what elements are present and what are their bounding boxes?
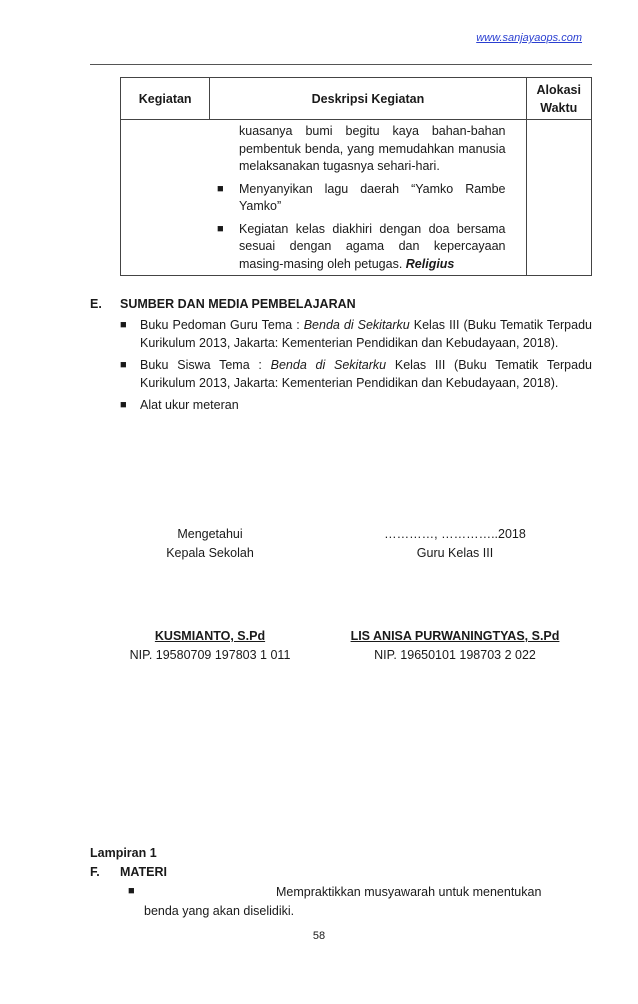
list-item [217, 181, 506, 216]
header-kegiatan: Kegiatan [121, 78, 210, 120]
sig-right-nip: NIP. 19650101 198703 2 022 [374, 648, 536, 662]
list-item [120, 397, 592, 415]
sig-right-line1: …………, …………..2018 [384, 527, 526, 541]
list-item [120, 317, 592, 352]
section-f-title: MATERI [120, 865, 167, 879]
signature-right-name-block [320, 627, 590, 665]
header-divider [90, 64, 592, 65]
section-e-list [120, 317, 592, 420]
square-bullet-icon: ■ [217, 182, 224, 195]
section-f-letter: F. [90, 865, 100, 879]
square-bullet-icon: ■ [217, 222, 224, 235]
header-alokasi-waktu [526, 78, 591, 120]
header-url-link[interactable]: www.sanjayaops.com [476, 32, 582, 44]
activity-table [120, 77, 592, 276]
appendix-label: Lampiran 1 [90, 846, 157, 860]
section-e-letter: E. [90, 297, 102, 311]
time-cell [526, 120, 591, 276]
item-text: Kelas III (Buku Tematik Terpadu Kurikulum 2013, Jakarta: Kementerian Pendidikan dan Kebudayaan, 2018). [140, 358, 592, 390]
page-number: 58 [312, 930, 326, 942]
item-text: Alat ukur meteran [140, 398, 239, 412]
list-item [217, 221, 506, 274]
header-deskripsi: Deskripsi Kegiatan [210, 78, 526, 120]
sig-left-line2: Kepala Sekolah [166, 546, 254, 560]
square-bullet-icon: ■ [120, 399, 127, 411]
sig-left-nip: NIP. 19580709 197803 1 011 [129, 648, 291, 662]
item-text: Kegiatan kelas diakhiri dengan doa bersama sesuai dengan agama dan kepercayaan masing-masing oleh petugas. [239, 221, 506, 271]
description-cell [121, 120, 527, 276]
sig-right-name: LIS ANISA PURWANINGTYAS, S.Pd [350, 629, 560, 643]
item-text: Buku Siswa Tema : [140, 358, 271, 372]
section-e-title: SUMBER DAN MEDIA PEMBELAJARAN [120, 297, 356, 311]
item-text: Buku Pedoman Guru Tema : [140, 318, 304, 332]
signature-left-name-block [90, 627, 330, 665]
item-text: Menyanyikan lagu daerah “Yamko Rambe Yamko” [239, 181, 506, 213]
table-header-row [121, 78, 592, 120]
sig-right-line2: Guru Kelas III [416, 546, 494, 560]
square-bullet-icon: ■ [120, 319, 127, 331]
square-bullet-icon: ■ [120, 359, 127, 371]
continuation-text: kuasanya bumi begitu kaya bahan-bahan pembentuk benda, yang memudahkan manusia melaksanakan tugasnya sehari-hari. [239, 124, 506, 173]
materi-item-line2: benda yang akan diselidiki. [144, 904, 295, 918]
list-item [120, 357, 592, 392]
table-row [121, 120, 592, 276]
religius-label: Religius [405, 256, 455, 271]
sig-left-line1: Mengetahui [177, 527, 243, 541]
signature-right [320, 525, 590, 563]
square-bullet-icon: ■ [128, 885, 135, 897]
sig-left-name: KUSMIANTO, S.Pd [154, 629, 266, 643]
signature-left [90, 525, 330, 563]
item-text: Kelas III (Buku Tematik Terpadu Kurikulum 2013, Jakarta: Kementerian Pendidikan dan Kebudayaan, 2018). [140, 318, 592, 350]
header-alokasi: Alokasi [536, 82, 581, 97]
materi-item-line1: Mempraktikkan musyawarah untuk menentukan [276, 885, 542, 899]
item-italic-title: Benda di Sekitarku [303, 318, 410, 332]
item-italic-title: Benda di Sekitarku [270, 358, 387, 372]
header-waktu: Waktu [540, 100, 578, 115]
